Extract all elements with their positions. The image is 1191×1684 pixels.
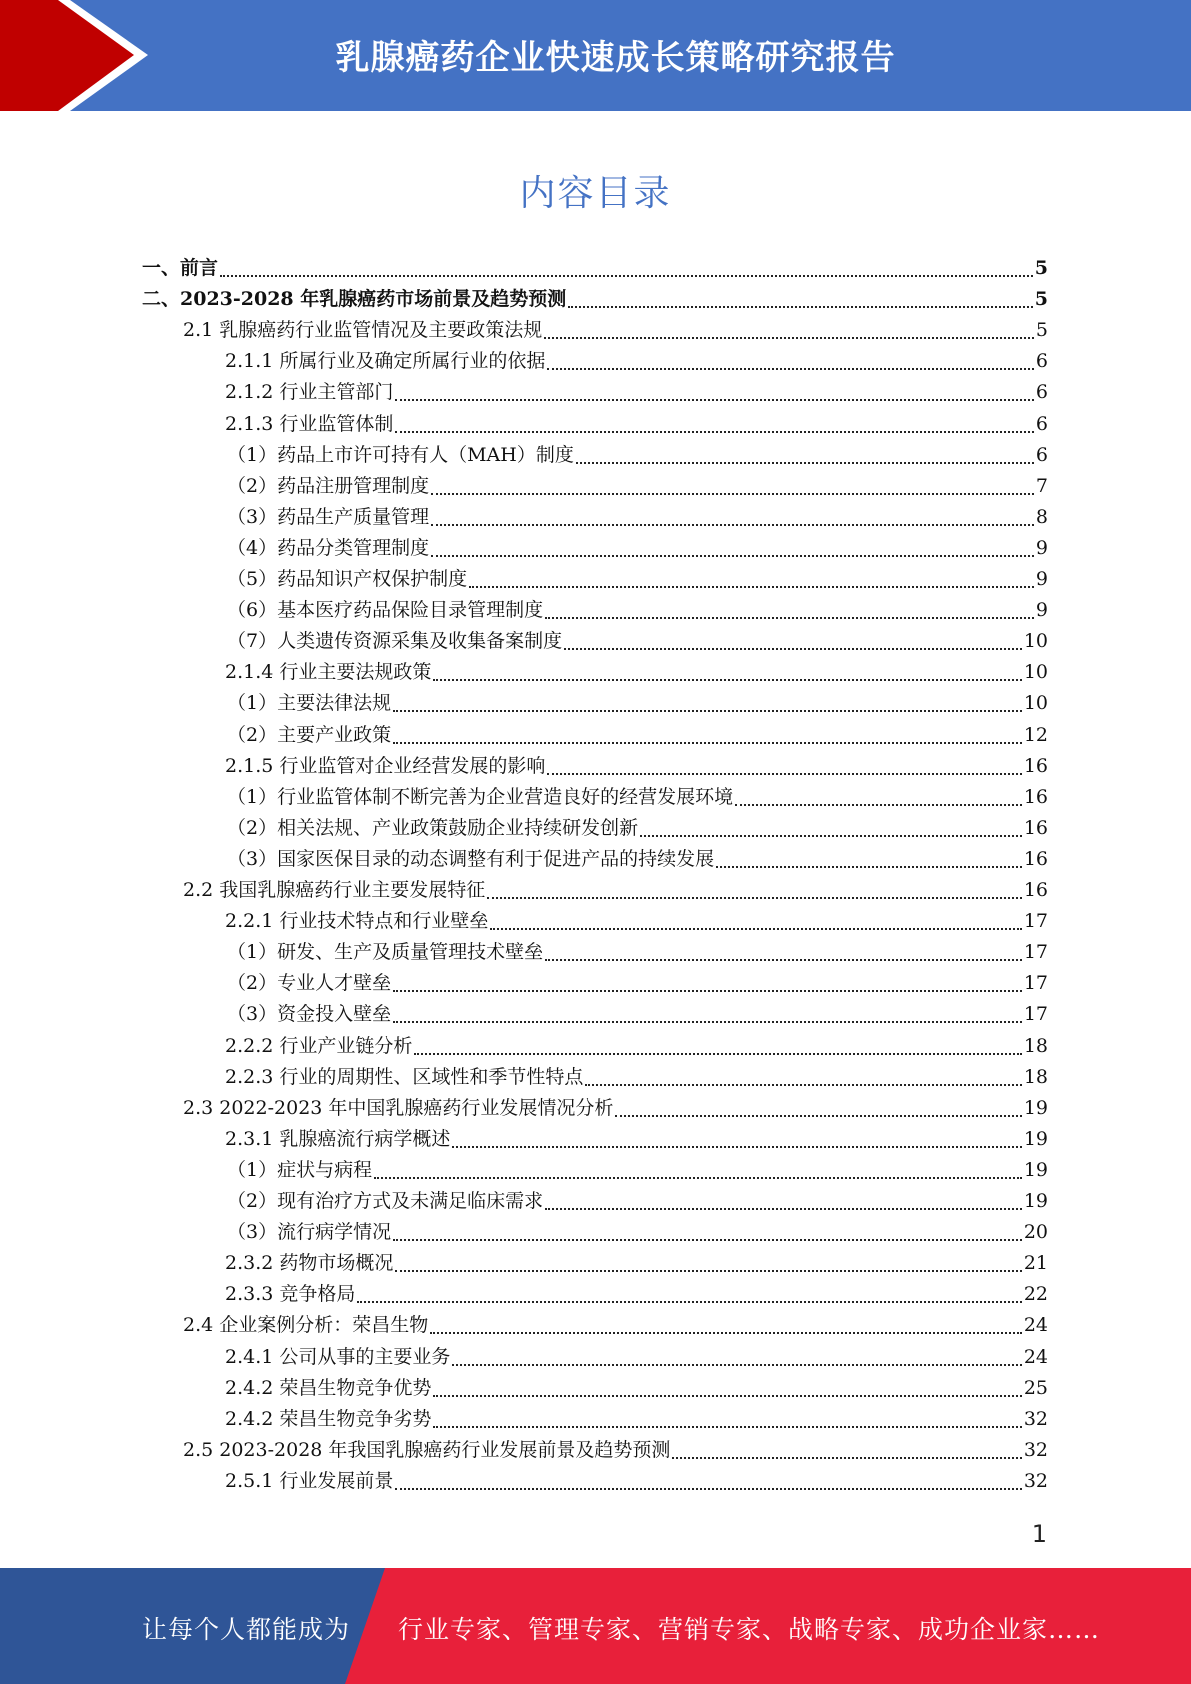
toc-leader-dots bbox=[395, 399, 1034, 401]
toc-entry-title: 2.1.1 所属行业及确定所属行业的依据 bbox=[225, 350, 546, 373]
toc-leader-dots bbox=[452, 1364, 1021, 1366]
toc-entry-page: 32 bbox=[1023, 1438, 1048, 1461]
toc-leader-dots bbox=[393, 710, 1022, 712]
page-footer bbox=[0, 1568, 1191, 1684]
toc-entry-title: （5）药品知识产权保护制度 bbox=[227, 568, 468, 590]
toc-entry-page: 19 bbox=[1023, 1096, 1048, 1119]
toc-entry-title: 2.4.2 荣昌生物竞争优势 bbox=[225, 1376, 432, 1399]
toc-leader-dots bbox=[564, 648, 1022, 650]
toc-entry-title: 2.2.2 行业产业链分析 bbox=[225, 1034, 413, 1057]
toc-entry-page: 32 bbox=[1023, 1407, 1048, 1430]
toc-leader-dots bbox=[395, 1488, 1021, 1490]
toc-entry-page: 12 bbox=[1023, 723, 1048, 746]
toc-entry-page: 9 bbox=[1035, 536, 1048, 559]
toc-entry-title: （2）药品注册管理制度 bbox=[227, 474, 430, 497]
toc-entry-title: 2.1.4 行业主要法规政策 bbox=[225, 661, 432, 684]
toc-entry-title: （1）主要法律法规 bbox=[227, 692, 392, 715]
toc-entry[interactable] bbox=[183, 315, 1048, 346]
toc-entry-page: 16 bbox=[1023, 879, 1048, 901]
toc-entry[interactable] bbox=[142, 253, 1048, 284]
toc-leader-dots bbox=[430, 1332, 1022, 1334]
toc-entry[interactable] bbox=[227, 564, 1048, 595]
toc-entry-page: 19 bbox=[1023, 1190, 1048, 1212]
toc-entry-page: 17 bbox=[1023, 972, 1048, 995]
toc-entry[interactable] bbox=[183, 1435, 1048, 1466]
toc-leader-dots bbox=[357, 1301, 1021, 1303]
toc-entry-title: 2.3.1 乳腺癌流行病学概述 bbox=[225, 1127, 451, 1150]
toc-leader-dots bbox=[568, 306, 1033, 308]
toc-entry-page: 18 bbox=[1023, 1065, 1048, 1088]
toc-entry-title: （1）研发、生产及质量管理技术壁垒 bbox=[227, 941, 544, 964]
toc-leader-dots bbox=[547, 368, 1034, 370]
toc-entry-title: （2）现有治疗方式及未满足临床需求 bbox=[227, 1190, 544, 1212]
toc-leader-dots bbox=[393, 990, 1022, 992]
toc-entry-title: 2.2.3 行业的周期性、区域性和季节性特点 bbox=[225, 1065, 584, 1088]
toc-entry-title: （7）人类遗传资源采集及收集备案制度 bbox=[227, 630, 563, 653]
toc-entry[interactable] bbox=[227, 440, 1048, 471]
toc-entry-page: 16 bbox=[1023, 754, 1048, 777]
toc-entry-title: （3）流行病学情况 bbox=[227, 1221, 392, 1244]
toc-leader-dots bbox=[735, 804, 1022, 806]
toc-entry[interactable] bbox=[227, 1155, 1048, 1186]
toc-entry-title: （1）药品上市许可持有人（MAH）制度 bbox=[227, 443, 574, 466]
toc-entry-title: 2.4.2 荣昌生物竞争劣势 bbox=[225, 1407, 432, 1430]
toc-entry-title: 2.3.3 竞争格局 bbox=[225, 1283, 356, 1306]
toc-leader-dots bbox=[576, 462, 1034, 464]
toc-leader-dots bbox=[545, 959, 1022, 961]
toc-entry[interactable] bbox=[227, 720, 1048, 751]
toc-entry-title: （1）行业监管体制不断完善为企业营造良好的经营发展环境 bbox=[227, 785, 734, 808]
toc-entry-page: 16 bbox=[1023, 785, 1048, 808]
toc-entry[interactable] bbox=[225, 1279, 1048, 1310]
toc-entry-title: （3）资金投入壁垒 bbox=[227, 1003, 392, 1026]
toc-entry-page: 25 bbox=[1023, 1376, 1048, 1399]
toc-entry-page: 6 bbox=[1035, 443, 1048, 466]
toc-entry-title: 一、前言 bbox=[142, 257, 219, 279]
toc-leader-dots bbox=[545, 617, 1034, 619]
toc-entry[interactable] bbox=[183, 875, 1048, 906]
toc-entry-page: 21 bbox=[1023, 1252, 1048, 1275]
toc-leader-dots bbox=[374, 1177, 1022, 1179]
toc-entry[interactable] bbox=[225, 906, 1048, 937]
toc-entry[interactable] bbox=[225, 377, 1048, 408]
toc-entry[interactable] bbox=[225, 1248, 1048, 1279]
footer-slogan-left: 让每个人都能成为 bbox=[142, 1615, 351, 1644]
toc-entry-page: 19 bbox=[1023, 1158, 1048, 1181]
toc-leader-dots bbox=[393, 742, 1022, 744]
toc-heading: 内容目录 bbox=[519, 173, 672, 214]
toc-entry[interactable] bbox=[227, 937, 1048, 968]
toc-entry-title: 2.1.5 行业监管对企业经营发展的影响 bbox=[225, 754, 546, 777]
toc-entry[interactable] bbox=[227, 471, 1048, 502]
toc-leader-dots bbox=[469, 586, 1034, 588]
toc-entry-page: 17 bbox=[1023, 1003, 1048, 1026]
toc-leader-dots bbox=[547, 773, 1021, 775]
toc-entry[interactable] bbox=[142, 284, 1048, 315]
toc-leader-dots bbox=[672, 1457, 1021, 1459]
page-number: 1 bbox=[1031, 1520, 1047, 1548]
toc-entry[interactable] bbox=[225, 1124, 1048, 1155]
toc-entry-page: 5 bbox=[1035, 319, 1048, 342]
toc-entry[interactable] bbox=[225, 1031, 1048, 1062]
toc-leader-dots bbox=[487, 897, 1022, 899]
toc-entry-page: 5 bbox=[1034, 257, 1048, 279]
toc-entry[interactable] bbox=[225, 751, 1048, 782]
toc-entry-page: 19 bbox=[1023, 1127, 1048, 1150]
toc-leader-dots bbox=[452, 1146, 1021, 1148]
toc-leader-dots bbox=[431, 493, 1034, 495]
toc-entry-title: （2）专业人才壁垒 bbox=[227, 972, 392, 995]
toc-entry[interactable] bbox=[227, 533, 1048, 564]
toc-entry-title: 2.3.2 药物市场概况 bbox=[225, 1252, 394, 1275]
toc-entry[interactable] bbox=[227, 782, 1048, 813]
toc-leader-dots bbox=[585, 1084, 1021, 1086]
toc-entry-page: 22 bbox=[1023, 1283, 1048, 1306]
toc-entry-title: （4）药品分类管理制度 bbox=[227, 536, 430, 559]
toc-entry[interactable] bbox=[227, 813, 1048, 844]
toc-entry[interactable] bbox=[225, 409, 1048, 440]
toc-entry[interactable] bbox=[227, 1217, 1048, 1248]
toc-entry[interactable] bbox=[225, 1373, 1048, 1404]
report-title: 乳腺癌药企业快速成长策略研究报告 bbox=[335, 38, 896, 78]
toc-entry-title: 2.4.1 公司从事的主要业务 bbox=[225, 1345, 451, 1368]
toc-entry-title: （2）主要产业政策 bbox=[227, 723, 392, 746]
footer-slogan-right: 行业专家、管理专家、营销专家、战略专家、成功企业家…… bbox=[398, 1615, 1101, 1644]
toc-entry-page: 10 bbox=[1023, 692, 1048, 715]
toc-entry[interactable] bbox=[227, 626, 1048, 657]
toc-entry-page: 24 bbox=[1023, 1345, 1048, 1368]
toc-entry-page: 16 bbox=[1023, 816, 1048, 839]
toc-entry[interactable] bbox=[225, 657, 1048, 688]
toc-leader-dots bbox=[431, 555, 1034, 557]
toc-leader-dots bbox=[395, 1270, 1021, 1272]
toc-leader-dots bbox=[414, 1053, 1021, 1055]
toc-entry[interactable] bbox=[225, 1466, 1048, 1497]
toc-entry-page: 6 bbox=[1035, 412, 1048, 435]
toc-entry-title: 2.2.1 行业技术特点和行业壁垒 bbox=[225, 910, 489, 933]
toc-entry-page: 17 bbox=[1023, 941, 1048, 964]
toc-leader-dots bbox=[490, 928, 1021, 930]
toc-entry[interactable] bbox=[227, 1186, 1048, 1217]
toc-entry-title: 2.3 2022-2023 年中国乳腺癌药行业发展情况分析 bbox=[183, 1096, 614, 1119]
toc-entry-page: 10 bbox=[1023, 630, 1048, 653]
toc-leader-dots bbox=[640, 835, 1022, 837]
toc-entry-page: 6 bbox=[1035, 381, 1048, 404]
toc-entry-title: 2.4 企业案例分析：荣昌生物 bbox=[183, 1314, 429, 1337]
toc-entry-page: 18 bbox=[1023, 1034, 1048, 1057]
toc-entry-page: 9 bbox=[1035, 568, 1048, 590]
toc-leader-dots bbox=[393, 1021, 1022, 1023]
toc-entry[interactable] bbox=[227, 844, 1048, 875]
toc-entry-title: 2.2 我国乳腺癌药行业主要发展特征 bbox=[183, 879, 486, 901]
toc-entry[interactable] bbox=[227, 968, 1048, 999]
toc-leader-dots bbox=[544, 337, 1034, 339]
toc-entry-page: 5 bbox=[1034, 288, 1048, 311]
toc-entry-page: 17 bbox=[1023, 910, 1048, 933]
toc-entry-page: 9 bbox=[1035, 599, 1048, 622]
toc-entry-title: 2.5 2023-2028 年我国乳腺癌药行业发展前景及趋势预测 bbox=[183, 1438, 671, 1461]
toc-entry-title: 2.5.1 行业发展前景 bbox=[225, 1469, 394, 1492]
toc-entry-title: （6）基本医疗药品保险目录管理制度 bbox=[227, 599, 544, 622]
toc-entry-title: （1）症状与病程 bbox=[227, 1158, 373, 1181]
toc-entry-page: 20 bbox=[1023, 1221, 1048, 1244]
toc-entry[interactable] bbox=[227, 688, 1048, 719]
toc-entry-title: 二、2023-2028 年乳腺癌药市场前景及趋势预测 bbox=[142, 288, 567, 311]
toc-entry-title: 2.1.2 行业主管部门 bbox=[225, 381, 394, 404]
toc-entry-page: 7 bbox=[1035, 474, 1048, 497]
toc-leader-dots bbox=[433, 1395, 1021, 1397]
toc-entry-page: 8 bbox=[1035, 505, 1048, 528]
toc-entry-page: 6 bbox=[1035, 350, 1048, 373]
toc-entry[interactable] bbox=[227, 595, 1048, 626]
toc-entry[interactable] bbox=[225, 346, 1048, 377]
toc-leader-dots bbox=[716, 866, 1022, 868]
toc-entry-page: 24 bbox=[1023, 1314, 1048, 1337]
toc-entry-page: 10 bbox=[1023, 661, 1048, 684]
toc-leader-dots bbox=[395, 431, 1034, 433]
toc-entry[interactable] bbox=[225, 1342, 1048, 1373]
toc-entry[interactable] bbox=[225, 1062, 1048, 1093]
toc-entry-title: （3）国家医保目录的动态调整有利于促进产品的持续发展 bbox=[227, 847, 715, 870]
toc-leader-dots bbox=[431, 524, 1034, 526]
toc-leader-dots bbox=[433, 1426, 1021, 1428]
toc-leader-dots bbox=[545, 1208, 1022, 1210]
toc-leader-dots bbox=[220, 275, 1033, 277]
toc-entry[interactable] bbox=[225, 1404, 1048, 1435]
toc-entry[interactable] bbox=[227, 999, 1048, 1030]
toc-entry-title: （2）相关法规、产业政策鼓励企业持续研发创新 bbox=[227, 816, 639, 839]
toc-entry-title: 2.1.3 行业监管体制 bbox=[225, 412, 394, 435]
toc-entry[interactable] bbox=[183, 1093, 1048, 1124]
toc-entry-title: （3）药品生产质量管理 bbox=[227, 505, 430, 528]
toc-leader-dots bbox=[615, 1115, 1021, 1117]
toc-leader-dots bbox=[393, 1239, 1022, 1241]
toc-entry-title: 2.1 乳腺癌药行业监管情况及主要政策法规 bbox=[183, 319, 543, 342]
toc-leader-dots bbox=[433, 679, 1021, 681]
toc-entry[interactable] bbox=[227, 502, 1048, 533]
page-header bbox=[0, 0, 1191, 111]
toc-entry-page: 32 bbox=[1023, 1469, 1048, 1492]
toc-entry[interactable] bbox=[183, 1310, 1048, 1341]
toc-entry-page: 16 bbox=[1023, 847, 1048, 870]
